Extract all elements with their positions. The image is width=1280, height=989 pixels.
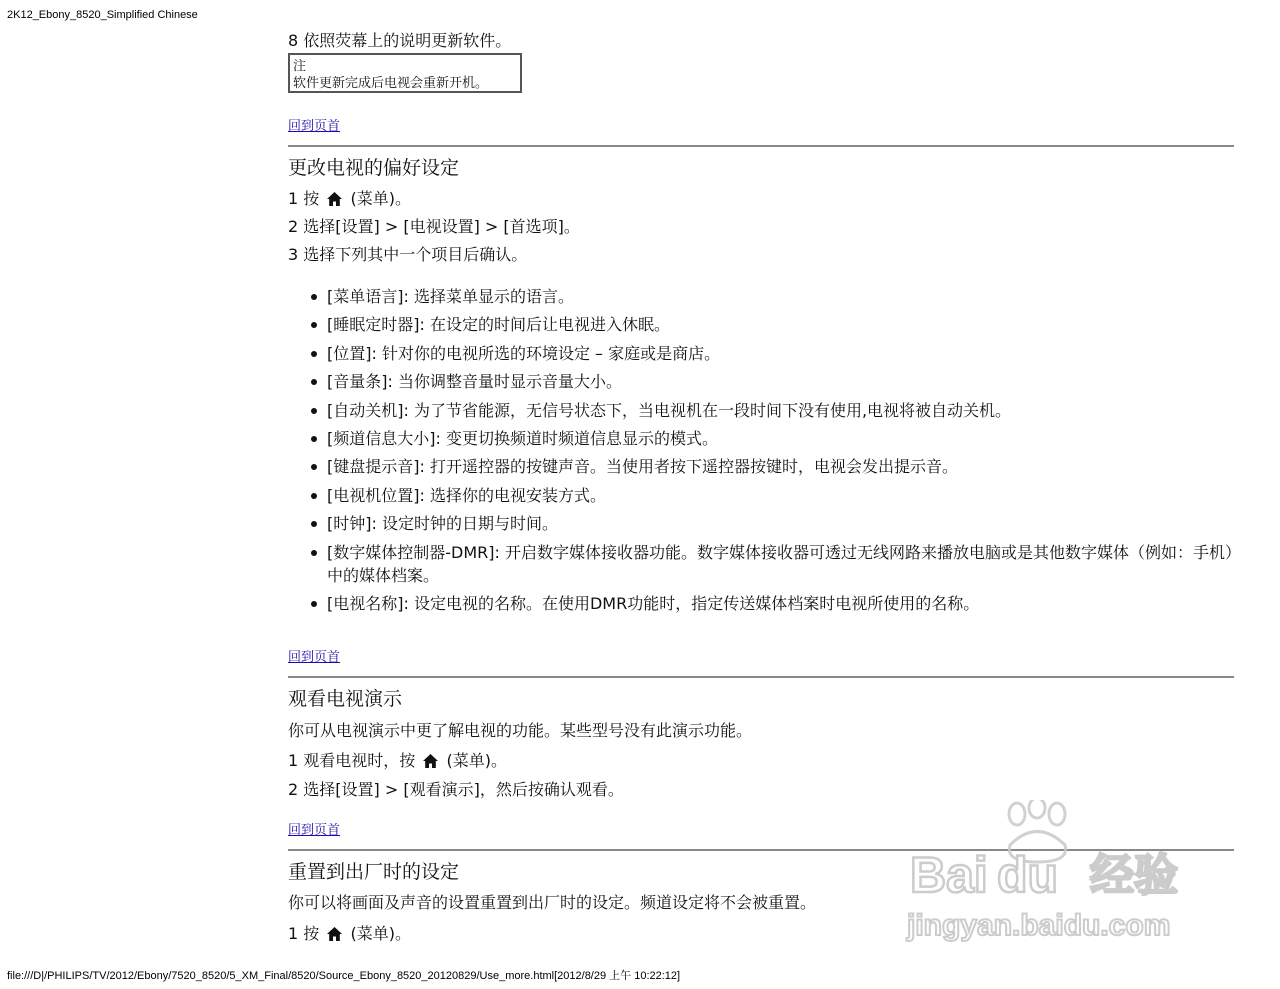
section-divider: [288, 145, 1234, 147]
note-text: 软件更新完成后电视会重新开机。: [293, 76, 489, 91]
list-item: [睡眠定时器]: 在设定的时间后让电视进入休眠。: [288, 313, 1234, 336]
section-heading-demo: 观看电视演示: [288, 688, 403, 710]
list-item: [电视名称]: 设定电视的名称。在使用DMR功能时，指定传送媒体档案时电视所使用的名称。: [288, 592, 1234, 615]
note-box: [288, 53, 522, 93]
prefs-step-1: [288, 189, 411, 209]
list-item: [频道信息大小]: 变更切换频道时频道信息显示的模式。: [288, 427, 1234, 450]
prefs-step-3: 3 选择下列其中一个项目后确认。: [288, 245, 528, 264]
watermark-brand: Bai: [910, 847, 988, 903]
reset-step-1: [288, 924, 411, 944]
back-to-top-link[interactable]: 回到页首: [288, 650, 341, 665]
prefs-step-1-suffix: (菜单)。: [350, 189, 411, 208]
section-divider: [288, 676, 1234, 678]
list-item: [数字媒体控制器-DMR]: 开启数字媒体接收器功能。数字媒体接收器可透过无线网路来播放电脑或是其他数字媒体（例如：手机）中的媒体档案。: [288, 541, 1234, 587]
watermark-url: jingyan.baidu.com: [907, 909, 1171, 942]
reset-step-1-suffix: (菜单)。: [350, 924, 411, 943]
baidu-jingyan-watermark: [905, 800, 1205, 945]
prefs-step-2: 2 选择[设置] > [电视设置] > [首选项]。: [288, 217, 580, 236]
demo-step-1-suffix: (菜单)。: [446, 751, 507, 770]
note-title: 注: [293, 59, 307, 74]
watermark-brand-2: du: [997, 847, 1059, 903]
section-heading-reset: 重置到出厂时的设定: [288, 861, 460, 883]
demo-step-2: 2 选择[设置] > [观看演示]，然后按确认观看。: [288, 780, 624, 799]
list-item: [时钟]: 设定时钟的日期与时间。: [288, 512, 1234, 535]
list-item: [位置]: 针对你的电视所选的环境设定 – 家庭或是商店。: [288, 342, 1234, 365]
home-icon: [327, 927, 342, 941]
home-icon: [327, 192, 342, 206]
home-icon: [423, 754, 438, 768]
document-title: 2K12_Ebony_8520_Simplified Chinese: [7, 9, 198, 21]
back-to-top-link[interactable]: 回到页首: [288, 119, 341, 134]
preferences-option-list: [288, 285, 1234, 620]
list-item: [电视机位置]: 选择你的电视安装方式。: [288, 484, 1234, 507]
demo-intro: 你可从电视演示中更了解电视的功能。某些型号没有此演示功能。: [288, 721, 753, 740]
list-item: [菜单语言]: 选择菜单显示的语言。: [288, 285, 1234, 308]
step-8-text: 8 依照荧幕上的说明更新软件。: [288, 31, 512, 50]
demo-step-1: [288, 751, 507, 771]
watermark-cn: 经验: [1090, 850, 1178, 901]
section-heading-preferences: 更改电视的偏好设定: [288, 157, 460, 179]
back-to-top-link[interactable]: 回到页首: [288, 823, 341, 838]
footer-file-path: file:///D|/PHILIPS/TV/2012/Ebony/7520_8520/5_XM_Final/8520/Source_Ebony_8520_20120829/Use_more.html[2012/8/29 上午 10:22:12]: [7, 970, 681, 982]
reset-step-1-prefix: 1 按: [288, 924, 320, 943]
demo-step-1-prefix: 1 观看电视时，按: [288, 751, 416, 770]
reset-intro: 你可以将画面及声音的设置重置到出厂时的设定。频道设定将不会被重置。: [288, 893, 817, 912]
prefs-step-1-prefix: 1 按: [288, 189, 320, 208]
list-item: [自动关机]: 为了节省能源，无信号状态下，当电视机在一段时间下没有使用,电视将被自动关机。: [288, 399, 1234, 422]
list-item: [音量条]: 当你调整音量时显示音量大小。: [288, 370, 1234, 393]
list-item: [键盘提示音]: 打开遥控器的按键声音。当使用者按下遥控器按键时，电视会发出提示音。: [288, 455, 1234, 478]
